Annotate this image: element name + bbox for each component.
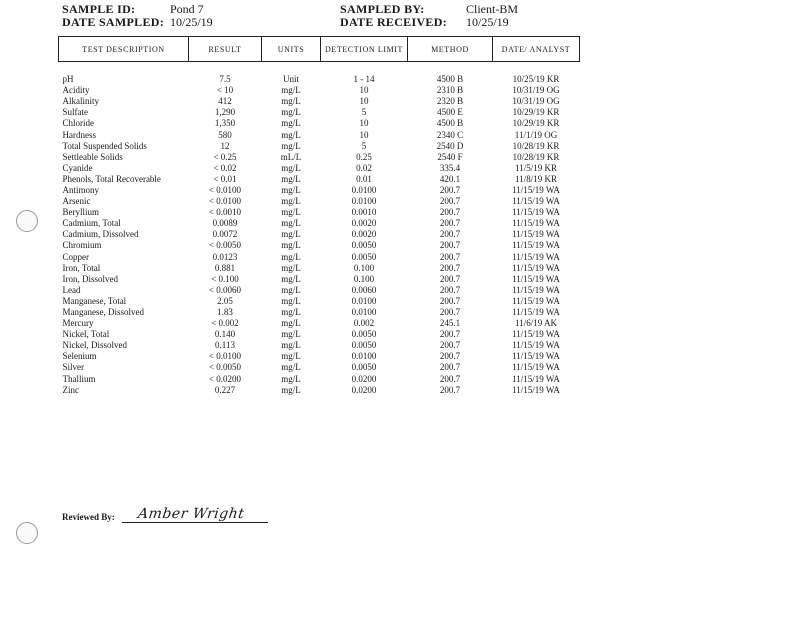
units-cell: mg/L bbox=[281, 229, 301, 240]
table-row bbox=[59, 240, 580, 251]
sampled-by-value: Client-BM bbox=[466, 2, 519, 16]
binder-hole bbox=[16, 210, 38, 232]
test-description-cell: Hardness bbox=[62, 129, 96, 140]
test-description-cell: Nickel, Total bbox=[62, 329, 110, 340]
method-cell: 2540 D bbox=[436, 140, 464, 151]
table-row bbox=[59, 329, 580, 340]
date-analyst-cell: 11/15/19 WA bbox=[512, 251, 560, 262]
detection-limit-cell: 0.0100 bbox=[351, 184, 377, 195]
units-cell: mg/L bbox=[281, 318, 301, 329]
test-description-cell: Acidity bbox=[62, 85, 90, 96]
result-cell: 0.0072 bbox=[212, 229, 238, 240]
result-cell: 0.881 bbox=[214, 262, 236, 273]
date-analyst-cell: 11/6/19 AK bbox=[515, 318, 557, 329]
result-cell: 0.113 bbox=[215, 340, 235, 351]
detection-limit-cell: 0.0100 bbox=[351, 295, 377, 306]
table-row bbox=[59, 318, 580, 329]
method-cell: 200.7 bbox=[439, 362, 461, 373]
test-description-cell: Alkalinity bbox=[62, 96, 99, 107]
test-description-cell: Cyanide bbox=[62, 162, 93, 173]
units-cell: mg/L bbox=[281, 207, 301, 218]
date-analyst-cell: 11/15/19 WA bbox=[512, 196, 560, 207]
method-cell: 200.7 bbox=[439, 262, 461, 273]
spacer-row bbox=[59, 62, 580, 75]
date-analyst-cell: 10/25/19 KR bbox=[512, 74, 560, 85]
result-cell: < 0.0100 bbox=[208, 351, 242, 362]
table-row bbox=[59, 285, 580, 296]
units-cell: mg/L bbox=[281, 362, 301, 373]
method-cell: 200.7 bbox=[439, 284, 461, 295]
table-row bbox=[59, 218, 580, 229]
detection-limit-cell: 0.0020 bbox=[351, 218, 377, 229]
result-cell: 1.83 bbox=[217, 307, 233, 318]
result-cell: < 0.0100 bbox=[208, 184, 242, 195]
units-cell: mg/L bbox=[281, 118, 301, 129]
test-description-cell: Manganese, Dissolved bbox=[62, 307, 144, 318]
test-description-cell: pH bbox=[62, 74, 74, 85]
table-row bbox=[59, 107, 580, 118]
detection-limit-cell: 0.01 bbox=[356, 173, 372, 184]
table-row bbox=[59, 263, 580, 274]
result-cell: < 0.0050 bbox=[208, 362, 242, 373]
result-cell: 0.0123 bbox=[212, 251, 238, 262]
test-description-cell: Thallium bbox=[62, 373, 96, 384]
test-description-cell: Zinc bbox=[62, 384, 79, 395]
table-row bbox=[59, 207, 580, 218]
result-cell: < 0.100 bbox=[211, 273, 239, 284]
detection-limit-cell: 0.0050 bbox=[351, 251, 377, 262]
result-cell: < 0.0050 bbox=[208, 240, 242, 251]
units-cell: mg/L bbox=[281, 184, 301, 195]
result-cell: 0.140 bbox=[214, 329, 236, 340]
result-cell: < 0.0010 bbox=[208, 207, 242, 218]
method-cell: 200.7 bbox=[439, 373, 461, 384]
method-cell: 4500 B bbox=[436, 118, 464, 129]
detection-limit-cell: 10 bbox=[359, 129, 369, 140]
column-header-date-analyst: DATE/ ANALYST bbox=[493, 37, 580, 62]
column-header-test-description: TEST DESCRIPTION bbox=[59, 37, 189, 62]
column-header-units: UNITS bbox=[262, 37, 321, 62]
date-analyst-cell: 10/31/19 OG bbox=[512, 96, 560, 107]
result-cell: < 0.25 bbox=[213, 151, 237, 162]
detection-limit-cell: 0.002 bbox=[353, 318, 375, 329]
reviewed-by-label: Reviewed By: bbox=[62, 512, 115, 522]
table-row bbox=[59, 129, 580, 140]
reviewer-signature: Amber Wright bbox=[136, 506, 246, 522]
result-cell: < 0.0100 bbox=[208, 196, 242, 207]
method-cell: 200.7 bbox=[439, 184, 461, 195]
result-cell: < 0.002 bbox=[211, 318, 239, 329]
test-description-cell: Cadmium, Total bbox=[62, 218, 121, 229]
table-row bbox=[59, 152, 580, 163]
units-cell: mg/L bbox=[281, 384, 301, 395]
date-analyst-cell: 11/15/19 WA bbox=[512, 384, 560, 395]
date-received-label: DATE RECEIVED: bbox=[340, 15, 447, 29]
test-description-cell: Manganese, Total bbox=[62, 295, 127, 306]
detection-limit-cell: 0.0100 bbox=[351, 196, 377, 207]
date-analyst-cell: 11/15/19 WA bbox=[512, 240, 560, 251]
detection-limit-cell: 0.0100 bbox=[351, 307, 377, 318]
table-row bbox=[59, 274, 580, 285]
column-header-method: METHOD bbox=[408, 37, 493, 62]
method-cell: 200.7 bbox=[439, 196, 461, 207]
test-description-cell: Iron, Dissolved bbox=[62, 273, 118, 284]
date-analyst-cell: 10/29/19 KR bbox=[512, 118, 560, 129]
units-cell: mg/L bbox=[281, 129, 301, 140]
result-cell: 7.5 bbox=[219, 74, 231, 85]
date-analyst-cell: 11/1/19 OG bbox=[514, 129, 558, 140]
detection-limit-cell: 5 bbox=[361, 107, 367, 118]
date-sampled-label: DATE SAMPLED: bbox=[62, 15, 165, 29]
result-cell: < 0.01 bbox=[213, 173, 237, 184]
table-row bbox=[59, 185, 580, 196]
result-cell: 0.0089 bbox=[212, 218, 238, 229]
units-cell: mg/L bbox=[281, 307, 301, 318]
units-cell: mg/L bbox=[281, 251, 301, 262]
detection-limit-cell: 10 bbox=[359, 96, 369, 107]
binder-hole bbox=[16, 522, 38, 544]
result-cell: 1,290 bbox=[214, 107, 236, 118]
table-row bbox=[59, 385, 580, 396]
column-header-detection-limit: DETECTION LIMIT bbox=[321, 37, 408, 62]
method-cell: 200.7 bbox=[439, 207, 461, 218]
date-analyst-cell: 11/15/19 WA bbox=[512, 262, 560, 273]
units-cell: mg/L bbox=[281, 162, 301, 173]
method-cell: 2340 C bbox=[436, 129, 464, 140]
result-cell: < 0.02 bbox=[213, 162, 237, 173]
table-row bbox=[59, 85, 580, 96]
method-cell: 2540 F bbox=[437, 151, 463, 162]
units-cell: mg/L bbox=[281, 173, 301, 184]
detection-limit-cell: 0.0100 bbox=[351, 351, 377, 362]
method-cell: 200.7 bbox=[439, 218, 461, 229]
detection-limit-cell: 5 bbox=[361, 140, 367, 151]
date-analyst-cell: 10/28/19 KR bbox=[512, 140, 560, 151]
date-analyst-cell: 11/15/19 WA bbox=[512, 218, 560, 229]
detection-limit-cell: 0.100 bbox=[353, 273, 375, 284]
results-table bbox=[58, 36, 580, 396]
detection-limit-cell: 0.25 bbox=[356, 151, 372, 162]
units-cell: mg/L bbox=[281, 240, 301, 251]
units-cell: mL/L bbox=[280, 151, 302, 162]
detection-limit-cell: 0.100 bbox=[353, 262, 375, 273]
sample-id-value: Pond 7 bbox=[170, 2, 204, 16]
result-cell: 412 bbox=[218, 96, 232, 107]
method-cell: 200.7 bbox=[439, 229, 461, 240]
detection-limit-cell: 0.0020 bbox=[351, 229, 377, 240]
result-cell: < 10 bbox=[216, 85, 234, 96]
table-row bbox=[59, 74, 580, 85]
date-analyst-cell: 10/29/19 KR bbox=[512, 107, 560, 118]
date-analyst-cell: 11/15/19 WA bbox=[512, 307, 560, 318]
test-description-cell: Settleable Solids bbox=[62, 151, 123, 162]
detection-limit-cell: 10 bbox=[359, 118, 369, 129]
table-row bbox=[59, 229, 580, 240]
units-cell: mg/L bbox=[281, 262, 301, 273]
date-sampled-value: 10/25/19 bbox=[170, 15, 213, 29]
date-analyst-cell: 11/15/19 WA bbox=[512, 207, 560, 218]
test-description-cell: Sulfate bbox=[62, 107, 88, 118]
method-cell: 2310 B bbox=[436, 85, 464, 96]
test-description-cell: Cadmium, Dissolved bbox=[62, 229, 139, 240]
date-analyst-cell: 11/5/19 KR bbox=[515, 162, 557, 173]
units-cell: mg/L bbox=[281, 351, 301, 362]
method-cell: 200.7 bbox=[439, 295, 461, 306]
date-analyst-cell: 11/8/19 KR bbox=[515, 173, 557, 184]
test-description-cell: Beryllium bbox=[62, 207, 99, 218]
detection-limit-cell: 0.0010 bbox=[351, 207, 377, 218]
units-cell: mg/L bbox=[281, 85, 301, 96]
units-cell: mg/L bbox=[281, 196, 301, 207]
method-cell: 200.7 bbox=[439, 340, 461, 351]
method-cell: 245.1 bbox=[439, 318, 461, 329]
method-cell: 200.7 bbox=[439, 273, 461, 284]
test-description-cell: Silver bbox=[62, 362, 84, 373]
method-cell: 4500 E bbox=[437, 107, 463, 118]
test-description-cell: Phenols, Total Recoverable bbox=[62, 173, 161, 184]
sampled-by-label: SAMPLED BY: bbox=[340, 2, 425, 16]
detection-limit-cell: 0.02 bbox=[356, 162, 372, 173]
detection-limit-cell: 10 bbox=[359, 85, 369, 96]
method-cell: 200.7 bbox=[439, 307, 461, 318]
result-cell: < 0.0060 bbox=[208, 284, 242, 295]
detection-limit-cell: 0.0050 bbox=[351, 340, 377, 351]
detection-limit-cell: 0.0050 bbox=[351, 329, 377, 340]
result-cell: 12 bbox=[220, 140, 230, 151]
detection-limit-cell: 0.0050 bbox=[351, 362, 377, 373]
test-description-cell: Antimony bbox=[62, 184, 100, 195]
table-row bbox=[59, 252, 580, 263]
sample-id-label: SAMPLE ID: bbox=[62, 2, 136, 16]
detection-limit-cell: 1 - 14 bbox=[353, 74, 375, 85]
test-description-cell: Lead bbox=[62, 284, 81, 295]
date-analyst-cell: 10/28/19 KR bbox=[512, 151, 560, 162]
signature-line bbox=[122, 522, 268, 523]
table-row bbox=[59, 362, 580, 373]
date-analyst-cell: 11/15/19 WA bbox=[512, 184, 560, 195]
test-description-cell: Selenium bbox=[62, 351, 97, 362]
units-cell: mg/L bbox=[281, 340, 301, 351]
test-description-cell: Arsenic bbox=[62, 196, 91, 207]
test-description-cell: Total Suspended Solids bbox=[62, 140, 147, 151]
test-description-cell: Mercury bbox=[62, 318, 94, 329]
table-row bbox=[59, 351, 580, 362]
date-analyst-cell: 11/15/19 WA bbox=[512, 295, 560, 306]
date-analyst-cell: 11/15/19 WA bbox=[512, 329, 560, 340]
test-description-cell: Iron, Total bbox=[62, 262, 101, 273]
table-row bbox=[59, 174, 580, 185]
units-cell: mg/L bbox=[281, 140, 301, 151]
method-cell: 420.1 bbox=[439, 173, 461, 184]
result-cell: 580 bbox=[218, 129, 232, 140]
units-cell: mg/L bbox=[281, 273, 301, 284]
test-description-cell: Nickel, Dissolved bbox=[62, 340, 127, 351]
units-cell: mg/L bbox=[281, 96, 301, 107]
table-row bbox=[59, 307, 580, 318]
table-header-row bbox=[59, 37, 580, 62]
detection-limit-cell: 0.0200 bbox=[351, 373, 377, 384]
table-row bbox=[59, 196, 580, 207]
method-cell: 2320 B bbox=[436, 96, 464, 107]
date-analyst-cell: 11/15/19 WA bbox=[512, 284, 560, 295]
results-body bbox=[59, 62, 580, 396]
column-header-result: RESULT bbox=[189, 37, 262, 62]
date-analyst-cell: 11/15/19 WA bbox=[512, 229, 560, 240]
test-description-cell: Chromium bbox=[62, 240, 102, 251]
result-cell: 1,350 bbox=[214, 118, 236, 129]
date-analyst-cell: 11/15/19 WA bbox=[512, 340, 560, 351]
method-cell: 200.7 bbox=[439, 384, 461, 395]
method-cell: 200.7 bbox=[439, 351, 461, 362]
test-description-cell: Copper bbox=[62, 251, 89, 262]
date-analyst-cell: 11/15/19 WA bbox=[512, 273, 560, 284]
result-cell: 0.227 bbox=[214, 384, 236, 395]
table-row bbox=[59, 296, 580, 307]
date-analyst-cell: 11/15/19 WA bbox=[512, 351, 560, 362]
detection-limit-cell: 0.0200 bbox=[351, 384, 377, 395]
date-analyst-cell: 11/15/19 WA bbox=[512, 362, 560, 373]
table-row bbox=[59, 163, 580, 174]
units-cell: mg/L bbox=[281, 329, 301, 340]
units-cell: mg/L bbox=[281, 284, 301, 295]
date-received-value: 10/25/19 bbox=[466, 15, 509, 29]
detection-limit-cell: 0.0050 bbox=[351, 240, 377, 251]
table-row bbox=[59, 374, 580, 385]
date-analyst-cell: 11/15/19 WA bbox=[512, 373, 560, 384]
table-row bbox=[59, 141, 580, 152]
detection-limit-cell: 0.0060 bbox=[351, 284, 377, 295]
result-cell: < 0.0200 bbox=[208, 373, 242, 384]
units-cell: mg/L bbox=[281, 295, 301, 306]
method-cell: 200.7 bbox=[439, 329, 461, 340]
method-cell: 200.7 bbox=[439, 251, 461, 262]
result-cell: 2.05 bbox=[217, 295, 233, 306]
units-cell: mg/L bbox=[281, 107, 301, 118]
units-cell: Unit bbox=[282, 74, 299, 85]
method-cell: 200.7 bbox=[439, 240, 461, 251]
units-cell: mg/L bbox=[281, 218, 301, 229]
method-cell: 335.4 bbox=[439, 162, 461, 173]
table-row bbox=[59, 340, 580, 351]
units-cell: mg/L bbox=[281, 373, 301, 384]
method-cell: 4500 B bbox=[436, 74, 464, 85]
table-row bbox=[59, 118, 580, 129]
table-row bbox=[59, 96, 580, 107]
date-analyst-cell: 10/31/19 OG bbox=[512, 85, 560, 96]
test-description-cell: Chloride bbox=[62, 118, 94, 129]
